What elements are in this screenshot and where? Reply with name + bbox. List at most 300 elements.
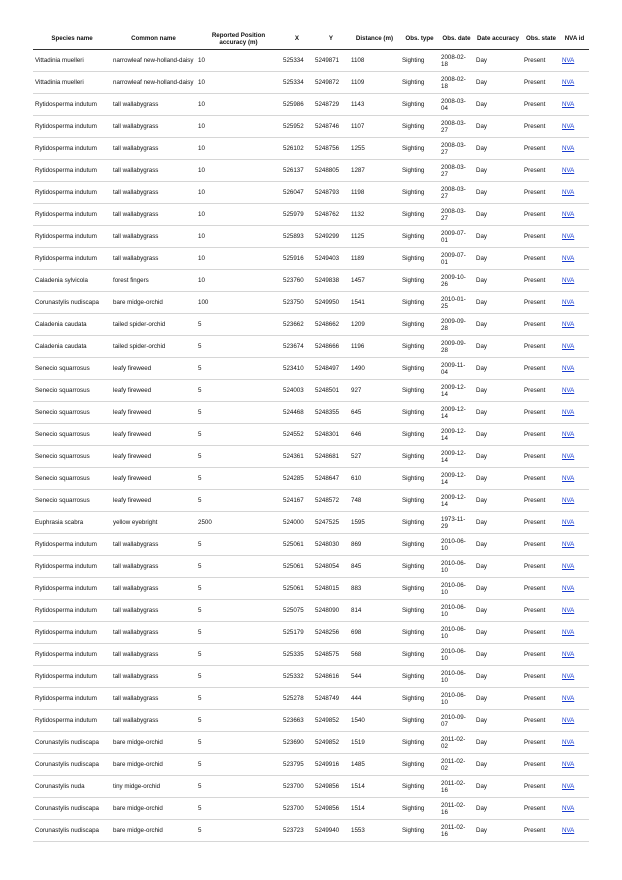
cell-obs-type: Sighting [400, 490, 439, 512]
cell-x: 525952 [281, 116, 313, 138]
table-row [33, 204, 589, 226]
cell-date-accuracy: Day [474, 358, 522, 380]
cell-date-accuracy: Day [474, 666, 522, 688]
cell-distance: 1255 [349, 138, 400, 160]
cell-obs-state: Present [522, 754, 560, 776]
cell-date-accuracy: Day [474, 468, 522, 490]
cell-distance: 1209 [349, 314, 400, 336]
nva-link[interactable]: NVA [562, 695, 575, 702]
cell-obs-state: Present [522, 116, 560, 138]
nva-link[interactable]: NVA [562, 585, 575, 592]
cell-position-accuracy: 5 [196, 666, 281, 688]
nva-link[interactable]: NVA [562, 431, 575, 438]
cell-y: 5249852 [313, 732, 349, 754]
cell-date-accuracy: Day [474, 248, 522, 270]
cell-date-accuracy: Day [474, 94, 522, 116]
cell-distance: 646 [349, 424, 400, 446]
cell-date-accuracy: Day [474, 754, 522, 776]
cell-nva-id [560, 534, 589, 556]
cell-nva-id [560, 754, 589, 776]
cell-common-name: tall wallabygrass [111, 622, 196, 644]
cell-position-accuracy: 10 [196, 138, 281, 160]
cell-obs-date: 2008-03-04 [439, 94, 474, 116]
cell-species-name: Senecio squarrosus [33, 468, 111, 490]
cell-distance: 1196 [349, 336, 400, 358]
cell-obs-date: 2010-06-10 [439, 578, 474, 600]
cell-nva-id [560, 578, 589, 600]
nva-link[interactable]: NVA [562, 607, 575, 614]
cell-obs-type: Sighting [400, 336, 439, 358]
cell-obs-type: Sighting [400, 292, 439, 314]
table-row [33, 556, 589, 578]
cell-x: 525075 [281, 600, 313, 622]
cell-position-accuracy: 5 [196, 710, 281, 732]
cell-obs-state: Present [522, 50, 560, 72]
cell-x: 525979 [281, 204, 313, 226]
cell-nva-id [560, 644, 589, 666]
cell-obs-type: Sighting [400, 358, 439, 380]
cell-obs-state: Present [522, 820, 560, 842]
cell-obs-date: 1973-11-29 [439, 512, 474, 534]
cell-obs-type: Sighting [400, 270, 439, 292]
cell-species-name: Rytidosperma indutum [33, 248, 111, 270]
cell-y: 5248355 [313, 402, 349, 424]
cell-nva-id [560, 380, 589, 402]
header-x: X [281, 28, 313, 50]
nva-link[interactable]: NVA [562, 387, 575, 394]
cell-y: 5248501 [313, 380, 349, 402]
cell-x: 525061 [281, 556, 313, 578]
cell-obs-type: Sighting [400, 622, 439, 644]
cell-species-name: Senecio squarrosus [33, 490, 111, 512]
cell-obs-type: Sighting [400, 534, 439, 556]
cell-date-accuracy: Day [474, 512, 522, 534]
header-obs-state: Obs. state [522, 28, 560, 50]
cell-position-accuracy: 100 [196, 292, 281, 314]
cell-common-name: tall wallabygrass [111, 204, 196, 226]
cell-y: 5249916 [313, 754, 349, 776]
cell-date-accuracy: Day [474, 160, 522, 182]
cell-nva-id [560, 512, 589, 534]
cell-position-accuracy: 10 [196, 182, 281, 204]
header-obs-type: Obs. type [400, 28, 439, 50]
cell-nva-id [560, 688, 589, 710]
cell-x: 524003 [281, 380, 313, 402]
nva-link[interactable]: NVA [562, 145, 575, 152]
cell-y: 5248756 [313, 138, 349, 160]
cell-y: 5248090 [313, 600, 349, 622]
cell-x: 523663 [281, 710, 313, 732]
cell-distance: 1514 [349, 798, 400, 820]
cell-distance: 610 [349, 468, 400, 490]
cell-distance: 1519 [349, 732, 400, 754]
cell-common-name: tall wallabygrass [111, 710, 196, 732]
cell-obs-state: Present [522, 446, 560, 468]
cell-distance: 1490 [349, 358, 400, 380]
cell-obs-type: Sighting [400, 820, 439, 842]
cell-position-accuracy: 10 [196, 94, 281, 116]
cell-obs-state: Present [522, 380, 560, 402]
nva-link[interactable]: NVA [562, 783, 575, 790]
cell-obs-date: 2010-06-10 [439, 644, 474, 666]
cell-date-accuracy: Day [474, 710, 522, 732]
nva-link[interactable]: NVA [562, 629, 575, 636]
cell-y: 5249950 [313, 292, 349, 314]
cell-species-name: Corunastylis nuda [33, 776, 111, 798]
cell-obs-date: 2009-09-28 [439, 314, 474, 336]
table-row [33, 688, 589, 710]
cell-x: 526047 [281, 182, 313, 204]
cell-obs-state: Present [522, 424, 560, 446]
cell-position-accuracy: 5 [196, 776, 281, 798]
cell-species-name: Rytidosperma indutum [33, 710, 111, 732]
cell-position-accuracy: 10 [196, 204, 281, 226]
cell-obs-state: Present [522, 666, 560, 688]
cell-date-accuracy: Day [474, 688, 522, 710]
cell-x: 523750 [281, 292, 313, 314]
cell-x: 524000 [281, 512, 313, 534]
cell-y: 5248749 [313, 688, 349, 710]
nva-link[interactable]: NVA [562, 255, 575, 262]
cell-distance: 1457 [349, 270, 400, 292]
cell-obs-date: 2011-02-16 [439, 776, 474, 798]
cell-common-name: leafy fireweed [111, 358, 196, 380]
cell-position-accuracy: 10 [196, 50, 281, 72]
cell-species-name: Corunastylis nudiscapa [33, 292, 111, 314]
nva-link[interactable]: NVA [562, 541, 575, 548]
cell-date-accuracy: Day [474, 446, 522, 468]
cell-y: 5248015 [313, 578, 349, 600]
cell-nva-id [560, 556, 589, 578]
nva-link[interactable]: NVA [562, 167, 575, 174]
cell-distance: 869 [349, 534, 400, 556]
cell-obs-type: Sighting [400, 424, 439, 446]
cell-position-accuracy: 5 [196, 534, 281, 556]
cell-distance: 1107 [349, 116, 400, 138]
table-body [33, 50, 589, 842]
cell-obs-date: 2011-02-16 [439, 820, 474, 842]
cell-obs-state: Present [522, 534, 560, 556]
cell-nva-id [560, 94, 589, 116]
cell-date-accuracy: Day [474, 314, 522, 336]
cell-species-name: Rytidosperma indutum [33, 204, 111, 226]
cell-obs-date: 2009-09-28 [439, 336, 474, 358]
cell-obs-type: Sighting [400, 776, 439, 798]
cell-common-name: leafy fireweed [111, 490, 196, 512]
cell-distance: 748 [349, 490, 400, 512]
cell-nva-id [560, 358, 589, 380]
cell-distance: 645 [349, 402, 400, 424]
cell-obs-date: 2009-12-14 [439, 468, 474, 490]
cell-y: 5248681 [313, 446, 349, 468]
cell-y: 5247525 [313, 512, 349, 534]
nva-link[interactable]: NVA [562, 739, 575, 746]
cell-y: 5248793 [313, 182, 349, 204]
cell-nva-id [560, 820, 589, 842]
cell-distance: 698 [349, 622, 400, 644]
cell-y: 5248054 [313, 556, 349, 578]
cell-position-accuracy: 5 [196, 754, 281, 776]
cell-species-name: Rytidosperma indutum [33, 160, 111, 182]
cell-date-accuracy: Day [474, 270, 522, 292]
cell-y: 5248647 [313, 468, 349, 490]
cell-obs-type: Sighting [400, 204, 439, 226]
cell-obs-type: Sighting [400, 380, 439, 402]
cell-date-accuracy: Day [474, 556, 522, 578]
cell-distance: 1553 [349, 820, 400, 842]
cell-common-name: leafy fireweed [111, 380, 196, 402]
table-row [33, 798, 589, 820]
cell-x: 525332 [281, 666, 313, 688]
cell-obs-state: Present [522, 732, 560, 754]
cell-distance: 1514 [349, 776, 400, 798]
cell-common-name: forest fingers [111, 270, 196, 292]
header-distance: Distance (m) [349, 28, 400, 50]
nva-link[interactable]: NVA [562, 827, 575, 834]
nva-link[interactable]: NVA [562, 277, 575, 284]
table-row [33, 644, 589, 666]
cell-date-accuracy: Day [474, 182, 522, 204]
nva-link[interactable]: NVA [562, 79, 575, 86]
nva-link[interactable]: NVA [562, 563, 575, 570]
cell-position-accuracy: 5 [196, 424, 281, 446]
table-row [33, 490, 589, 512]
cell-common-name: tall wallabygrass [111, 182, 196, 204]
cell-obs-date: 2011-02-02 [439, 754, 474, 776]
cell-nva-id [560, 666, 589, 688]
cell-x: 526137 [281, 160, 313, 182]
cell-position-accuracy: 5 [196, 622, 281, 644]
nva-link[interactable]: NVA [562, 123, 575, 130]
cell-x: 525335 [281, 644, 313, 666]
nva-link[interactable]: NVA [562, 233, 575, 240]
cell-distance: 1189 [349, 248, 400, 270]
cell-obs-state: Present [522, 600, 560, 622]
nva-link[interactable]: NVA [562, 409, 575, 416]
cell-species-name: Senecio squarrosus [33, 402, 111, 424]
cell-obs-type: Sighting [400, 556, 439, 578]
cell-obs-date: 2009-11-04 [439, 358, 474, 380]
cell-y: 5249403 [313, 248, 349, 270]
cell-y: 5249856 [313, 776, 349, 798]
cell-x: 524552 [281, 424, 313, 446]
nva-link[interactable]: NVA [562, 343, 575, 350]
table-row [33, 468, 589, 490]
cell-species-name: Rytidosperma indutum [33, 688, 111, 710]
cell-species-name: Rytidosperma indutum [33, 116, 111, 138]
cell-y: 5249838 [313, 270, 349, 292]
cell-position-accuracy: 10 [196, 160, 281, 182]
cell-x: 523760 [281, 270, 313, 292]
cell-y: 5248729 [313, 94, 349, 116]
cell-distance: 927 [349, 380, 400, 402]
cell-obs-type: Sighting [400, 138, 439, 160]
header-obs-date: Obs. date [439, 28, 474, 50]
cell-x: 525893 [281, 226, 313, 248]
cell-obs-date: 2010-06-10 [439, 622, 474, 644]
header-nva-id: NVA id [560, 28, 589, 50]
nva-link[interactable]: NVA [562, 365, 575, 372]
cell-x: 525061 [281, 578, 313, 600]
nva-link[interactable]: NVA [562, 651, 575, 658]
cell-y: 5249871 [313, 50, 349, 72]
cell-obs-type: Sighting [400, 600, 439, 622]
nva-link[interactable]: NVA [562, 299, 575, 306]
cell-nva-id [560, 292, 589, 314]
cell-obs-state: Present [522, 556, 560, 578]
cell-common-name: bare midge-orchid [111, 732, 196, 754]
cell-common-name: tall wallabygrass [111, 578, 196, 600]
cell-species-name: Senecio squarrosus [33, 424, 111, 446]
cell-obs-date: 2009-12-14 [439, 490, 474, 512]
nva-link[interactable]: NVA [562, 57, 575, 64]
cell-obs-state: Present [522, 512, 560, 534]
cell-obs-state: Present [522, 402, 560, 424]
cell-nva-id [560, 182, 589, 204]
cell-common-name: leafy fireweed [111, 468, 196, 490]
table-row [33, 182, 589, 204]
table-row [33, 380, 589, 402]
cell-date-accuracy: Day [474, 204, 522, 226]
cell-nva-id [560, 424, 589, 446]
cell-position-accuracy: 2500 [196, 512, 281, 534]
cell-obs-state: Present [522, 776, 560, 798]
cell-species-name: Senecio squarrosus [33, 380, 111, 402]
cell-obs-type: Sighting [400, 688, 439, 710]
cell-position-accuracy: 5 [196, 556, 281, 578]
header-common-name: Common name [111, 28, 196, 50]
cell-species-name: Rytidosperma indutum [33, 600, 111, 622]
cell-date-accuracy: Day [474, 490, 522, 512]
cell-y: 5249856 [313, 798, 349, 820]
cell-nva-id [560, 600, 589, 622]
cell-distance: 814 [349, 600, 400, 622]
table-row [33, 314, 589, 336]
cell-nva-id [560, 490, 589, 512]
cell-nva-id [560, 402, 589, 424]
nva-link[interactable]: NVA [562, 475, 575, 482]
cell-nva-id [560, 226, 589, 248]
cell-obs-type: Sighting [400, 72, 439, 94]
nva-link[interactable]: NVA [562, 761, 575, 768]
cell-date-accuracy: Day [474, 336, 522, 358]
cell-common-name: leafy fireweed [111, 446, 196, 468]
cell-date-accuracy: Day [474, 402, 522, 424]
cell-x: 523723 [281, 820, 313, 842]
nva-link[interactable]: NVA [562, 519, 575, 526]
cell-distance: 1287 [349, 160, 400, 182]
table-row [33, 402, 589, 424]
cell-obs-date: 2008-02-18 [439, 72, 474, 94]
cell-species-name: Vittadinia muelleri [33, 50, 111, 72]
cell-nva-id [560, 204, 589, 226]
cell-position-accuracy: 5 [196, 446, 281, 468]
cell-obs-date: 2008-03-27 [439, 138, 474, 160]
cell-nva-id [560, 776, 589, 798]
cell-y: 5248030 [313, 534, 349, 556]
cell-obs-type: Sighting [400, 116, 439, 138]
cell-obs-date: 2009-07-01 [439, 226, 474, 248]
cell-nva-id [560, 248, 589, 270]
cell-common-name: tall wallabygrass [111, 160, 196, 182]
table-row [33, 270, 589, 292]
cell-obs-type: Sighting [400, 446, 439, 468]
cell-position-accuracy: 5 [196, 468, 281, 490]
table-row [33, 160, 589, 182]
cell-obs-state: Present [522, 226, 560, 248]
cell-obs-type: Sighting [400, 710, 439, 732]
cell-common-name: tall wallabygrass [111, 248, 196, 270]
cell-date-accuracy: Day [474, 776, 522, 798]
nva-link[interactable]: NVA [562, 673, 575, 680]
cell-species-name: Corunastylis nudiscapa [33, 820, 111, 842]
table-row [33, 600, 589, 622]
cell-date-accuracy: Day [474, 292, 522, 314]
cell-obs-type: Sighting [400, 798, 439, 820]
cell-species-name: Caladenia caudata [33, 336, 111, 358]
cell-nva-id [560, 138, 589, 160]
table-header [33, 28, 589, 50]
nva-link[interactable]: NVA [562, 321, 575, 328]
cell-date-accuracy: Day [474, 226, 522, 248]
cell-position-accuracy: 10 [196, 226, 281, 248]
cell-position-accuracy: 5 [196, 600, 281, 622]
cell-position-accuracy: 5 [196, 490, 281, 512]
cell-obs-date: 2011-02-02 [439, 732, 474, 754]
cell-y: 5249299 [313, 226, 349, 248]
cell-species-name: Senecio squarrosus [33, 358, 111, 380]
cell-distance: 1108 [349, 50, 400, 72]
cell-common-name: tall wallabygrass [111, 138, 196, 160]
cell-nva-id [560, 798, 589, 820]
cell-obs-type: Sighting [400, 94, 439, 116]
cell-obs-type: Sighting [400, 160, 439, 182]
cell-distance: 845 [349, 556, 400, 578]
nva-link[interactable]: NVA [562, 189, 575, 196]
cell-species-name: Senecio squarrosus [33, 446, 111, 468]
nva-link[interactable]: NVA [562, 717, 575, 724]
cell-species-name: Rytidosperma indutum [33, 578, 111, 600]
cell-y: 5249940 [313, 820, 349, 842]
table-row [33, 50, 589, 72]
cell-obs-date: 2009-12-14 [439, 424, 474, 446]
cell-position-accuracy: 5 [196, 314, 281, 336]
table-row [33, 732, 589, 754]
cell-date-accuracy: Day [474, 116, 522, 138]
cell-y: 5248662 [313, 314, 349, 336]
cell-distance: 444 [349, 688, 400, 710]
cell-obs-date: 2010-01-25 [439, 292, 474, 314]
cell-y: 5248762 [313, 204, 349, 226]
nva-link[interactable]: NVA [562, 805, 575, 812]
cell-obs-type: Sighting [400, 50, 439, 72]
cell-obs-date: 2010-06-10 [439, 666, 474, 688]
cell-obs-state: Present [522, 798, 560, 820]
table-row [33, 622, 589, 644]
nva-link[interactable]: NVA [562, 211, 575, 218]
nva-link[interactable]: NVA [562, 453, 575, 460]
cell-x: 523410 [281, 358, 313, 380]
cell-x: 523700 [281, 798, 313, 820]
table-row [33, 446, 589, 468]
table-row [33, 534, 589, 556]
header-species-name: Species name [33, 28, 111, 50]
cell-common-name: leafy fireweed [111, 424, 196, 446]
nva-link[interactable]: NVA [562, 497, 575, 504]
nva-link[interactable]: NVA [562, 101, 575, 108]
cell-obs-type: Sighting [400, 512, 439, 534]
cell-common-name: narrowleaf new-holland-daisy [111, 72, 196, 94]
